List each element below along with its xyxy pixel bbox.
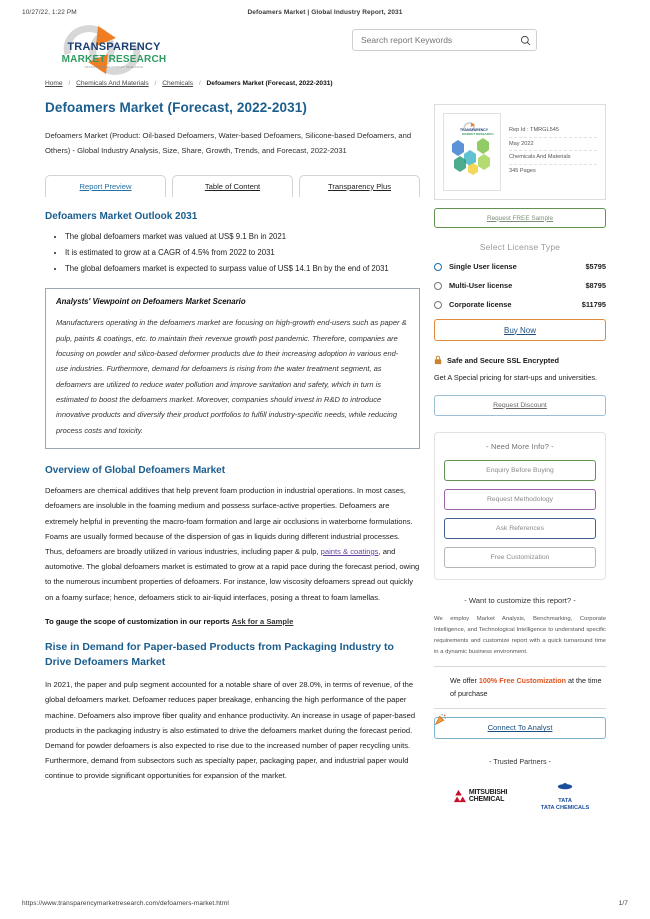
tab-transparency-plus[interactable]	[299, 175, 420, 197]
svg-text:TRANSPARENCY: TRANSPARENCY	[460, 128, 489, 132]
tata-line1: TATA	[558, 797, 572, 804]
lock-icon	[434, 355, 442, 365]
list-item: • The global defoamers market is expected to surpass value of US$ 14.1 Bn by the end of 2031	[65, 261, 420, 276]
report-summary-card	[434, 104, 606, 200]
divider	[434, 708, 606, 709]
overview-paragraph-part2: , and automotive. The global defoamers market is estimated to grow at a rapid pace during the forecast period, owing to the numerous incumbent properties of defoamers. For instance, low viscosity defoamers spread out quickly on a foamy surface; hence, defoamers stick to air-liquid interfaces, posing a threat to foam lamellas.	[45, 546, 420, 602]
overview-heading: Overview of Global Defoamers Market	[45, 465, 226, 477]
radio-icon[interactable]	[434, 263, 442, 271]
overview-paragraph	[45, 483, 420, 605]
tab-table-of-content-label: Table of Content	[204, 181, 261, 191]
license-label: Multi-User license	[449, 281, 513, 290]
outlook-list	[45, 229, 420, 277]
breadcrumb-item-chemicals[interactable]: Chemicals	[162, 80, 193, 87]
gauge-text: To gauge the scope of customization in our reports	[45, 616, 232, 626]
report-meta-category: Chemicals And Materials	[509, 154, 597, 165]
tata-logo-icon	[557, 782, 573, 793]
logo-tagline: TRANSPARENCY MARKET RESEARCH	[84, 66, 144, 69]
select-license-heading: Select License Type	[479, 242, 561, 252]
license-option-multi-user[interactable]	[434, 281, 606, 290]
print-footer	[0, 900, 650, 910]
list-item: • It is estimated to grow at a CAGR of 4.5% from 2022 to 2031	[65, 245, 420, 260]
report-meta-list	[509, 113, 597, 191]
offer-post: at the time of purchase	[450, 676, 602, 698]
mitsubishi-logo-icon	[451, 789, 466, 803]
breadcrumb-item-home[interactable]: Home	[45, 80, 63, 87]
trusted-partners-logos	[434, 780, 606, 813]
buy-now-button[interactable]: Buy Now	[434, 319, 606, 341]
report-cover-thumbnail	[443, 113, 501, 191]
analysts-viewpoint-box	[45, 288, 420, 449]
breadcrumb-item-chemicals-and-materials[interactable]: Chemicals And Materials	[76, 80, 149, 87]
license-option-corporate[interactable]	[434, 300, 606, 309]
ssl-notice	[434, 355, 606, 365]
print-header	[0, 9, 650, 19]
enquiry-before-buying-button[interactable]: Enquiry Before Buying	[444, 460, 596, 481]
report-subtitle: Defoamers Market (Product: Oil-based Defoamers, Water-based Defoamers, Silicone-based Defoamers, and Others) - Global Industry Analysis, Size, Share, Growth, Trends, and Forecast, 2022-2031	[45, 131, 412, 155]
customization-offer	[434, 675, 606, 699]
mitsubishi-line1: MITSUBISHI	[468, 789, 508, 797]
ask-references-button[interactable]: Ask References	[444, 518, 596, 539]
radio-icon[interactable]	[434, 301, 442, 309]
logo-text-line1: TRANSPARENCY	[67, 41, 161, 53]
breadcrumb-item-current: Defoamers Market (Forecast, 2022-2031)	[206, 80, 333, 87]
print-url: https://www.transparencymarketresearch.com/defoamers-market.html	[22, 900, 229, 907]
license-label: Corporate license	[449, 300, 512, 309]
tata-chemicals-logo	[541, 780, 589, 813]
trusted-partners-heading: - Trusted Partners -	[489, 756, 551, 766]
search-box[interactable]	[352, 29, 537, 51]
divider	[434, 666, 606, 667]
overview-paragraph-part1: Defoamers are chemical additives that help prevent foam production in industrial operations. In most cases, defoamers are insoluble in the foaming medium and possess surface-active properties. Defoamers are extremely helpful in preventing the macro-foam formation and large air occlusions in waterborne formulations. Foams are usually formed because of the dispersion of gas in liquids during different industrial processes. Thus, defoamers are broadly utilized in various industries, including paper & pulp,	[45, 486, 413, 556]
radio-icon[interactable]	[434, 282, 442, 290]
sidebar	[434, 104, 606, 813]
tab-table-of-content[interactable]	[172, 175, 293, 197]
report-meta-date: May 2022	[509, 141, 597, 152]
section2-heading: Rise in Demand for Paper-based Products from Packaging Industry to Drive Defoamers Market	[45, 640, 394, 668]
print-page-number: 1/7	[618, 900, 628, 907]
ssl-text: Safe and Secure SSL Encrypted	[447, 355, 559, 365]
mitsubishi-chemical-logo	[451, 789, 507, 804]
license-price: $11795	[581, 300, 606, 309]
request-discount-button[interactable]: Request Discount	[434, 395, 606, 416]
report-tabs	[45, 175, 420, 197]
report-meta-pages: 345 Pages	[509, 167, 536, 174]
tab-transparency-plus-label: Transparency Plus	[327, 181, 392, 191]
print-doc-title: Defoamers Market | Global Industry Report, 2031	[247, 9, 403, 16]
print-date: 10/27/22, 1:22 PM	[22, 9, 77, 16]
customize-report-section	[434, 596, 606, 739]
report-meta-id: Rep Id : TMRGL545	[509, 127, 597, 138]
tab-report-preview[interactable]	[45, 175, 166, 197]
connect-to-analyst-button[interactable]: Connect To Analyst	[434, 717, 606, 739]
search-icon[interactable]	[514, 35, 536, 46]
offer-highlight: 100% Free Customization	[478, 676, 566, 686]
free-customization-button[interactable]: Free Customization	[444, 547, 596, 568]
tata-line2: TATA CHEMICALS	[540, 805, 590, 812]
gauge-customization-line	[45, 617, 420, 626]
main-content	[45, 100, 420, 795]
request-free-sample-button[interactable]: Request FREE Sample	[434, 208, 606, 228]
analysts-viewpoint-body: Manufacturers operating in the defoamers market are focusing on high-growth end-users such as paper & pulp, paints & coatings, etc. to maintain their revenue growth post pandemic. Therefore, companies are focusing on powder and silico-based deformer products due to their increasing adoption in various end-use industries. Furthermore, demand for defoamers is rising from the water treatment segment, as defoamers are utilized to reduce water pollution and improve sanitation and safety, which in turn is estimated to boost the defoamers market. Moreover, companies should invest in R&D to introduce innovative products and diversify their product portfolios to fulfill industry-specific needs, while reducing process costs and toxicity.	[56, 318, 407, 435]
section2-paragraph: In 2021, the paper and pulp segment accounted for a notable share of over 28.0%, in terms of revenue, of the global defoamers market. Defoamer reduces paper breakage, enhancing the high performance of the paper machine. Defoamers also improve fiber quality and enhance productivity. An increase in usage of paper-based products in the packaging industry is also estimated to drive the defoamers market during the forecast period. Demand for powder defoamers is also expected to rise due to the increased number of paper recycling units. Furthermore, demand from subsectors such as specialty paper, packaging paper, and industrial paper would continue to provide significant opportunities for expansion of the market.	[45, 680, 416, 781]
need-more-info-heading: - Need More Info? -	[486, 441, 554, 451]
offer-pre: We offer	[450, 676, 479, 686]
outlook-heading: Defoamers Market Outlook 2031	[45, 210, 198, 222]
breadcrumb-separator: /	[198, 80, 201, 87]
mitsubishi-line2: CHEMICAL	[468, 796, 505, 804]
special-pricing-note: Get A Special pricing for start-ups and universities.	[434, 373, 598, 382]
customize-body: We employ Market Analysis, Benchmarking, Corporate Intelligence, and Technological Intelligence to understand specific requirements and customize report with a quick turnaround time in a dynamic business environment.	[434, 615, 606, 655]
license-price: $5795	[585, 262, 606, 271]
list-item: • The global defoamers market was valued at US$ 9.1 Bn in 2021	[65, 229, 420, 244]
license-label: Single User license	[449, 262, 517, 271]
breadcrumb-separator: /	[154, 80, 157, 87]
breadcrumb-separator: /	[68, 80, 71, 87]
report-cover-artwork-icon	[444, 114, 501, 191]
search-input[interactable]	[353, 30, 514, 50]
ask-for-a-sample-link[interactable]: Ask for a Sample	[231, 616, 294, 626]
tab-report-preview-label: Report Preview	[79, 181, 132, 191]
analysts-viewpoint-title: Analysts' Viewpoint on Defoamers Market Scenario	[56, 297, 246, 307]
svg-text:MARKET RESEARCH: MARKET RESEARCH	[462, 132, 494, 136]
need-more-info-card	[434, 432, 606, 580]
license-option-single-user[interactable]	[434, 262, 606, 271]
paints-and-coatings-link[interactable]: paints & coatings	[320, 546, 379, 556]
site-logo[interactable]	[38, 24, 188, 76]
customize-heading: - Want to customize this report? -	[464, 595, 576, 605]
license-price: $8795	[585, 281, 606, 290]
page-title: Defoamers Market (Forecast, 2022-2031)	[45, 100, 307, 115]
logo-text-line2: MARKET RESEARCH	[61, 54, 167, 65]
breadcrumb	[45, 80, 333, 87]
party-popper-icon	[434, 713, 447, 726]
request-methodology-button[interactable]: Request Methodology	[444, 489, 596, 510]
